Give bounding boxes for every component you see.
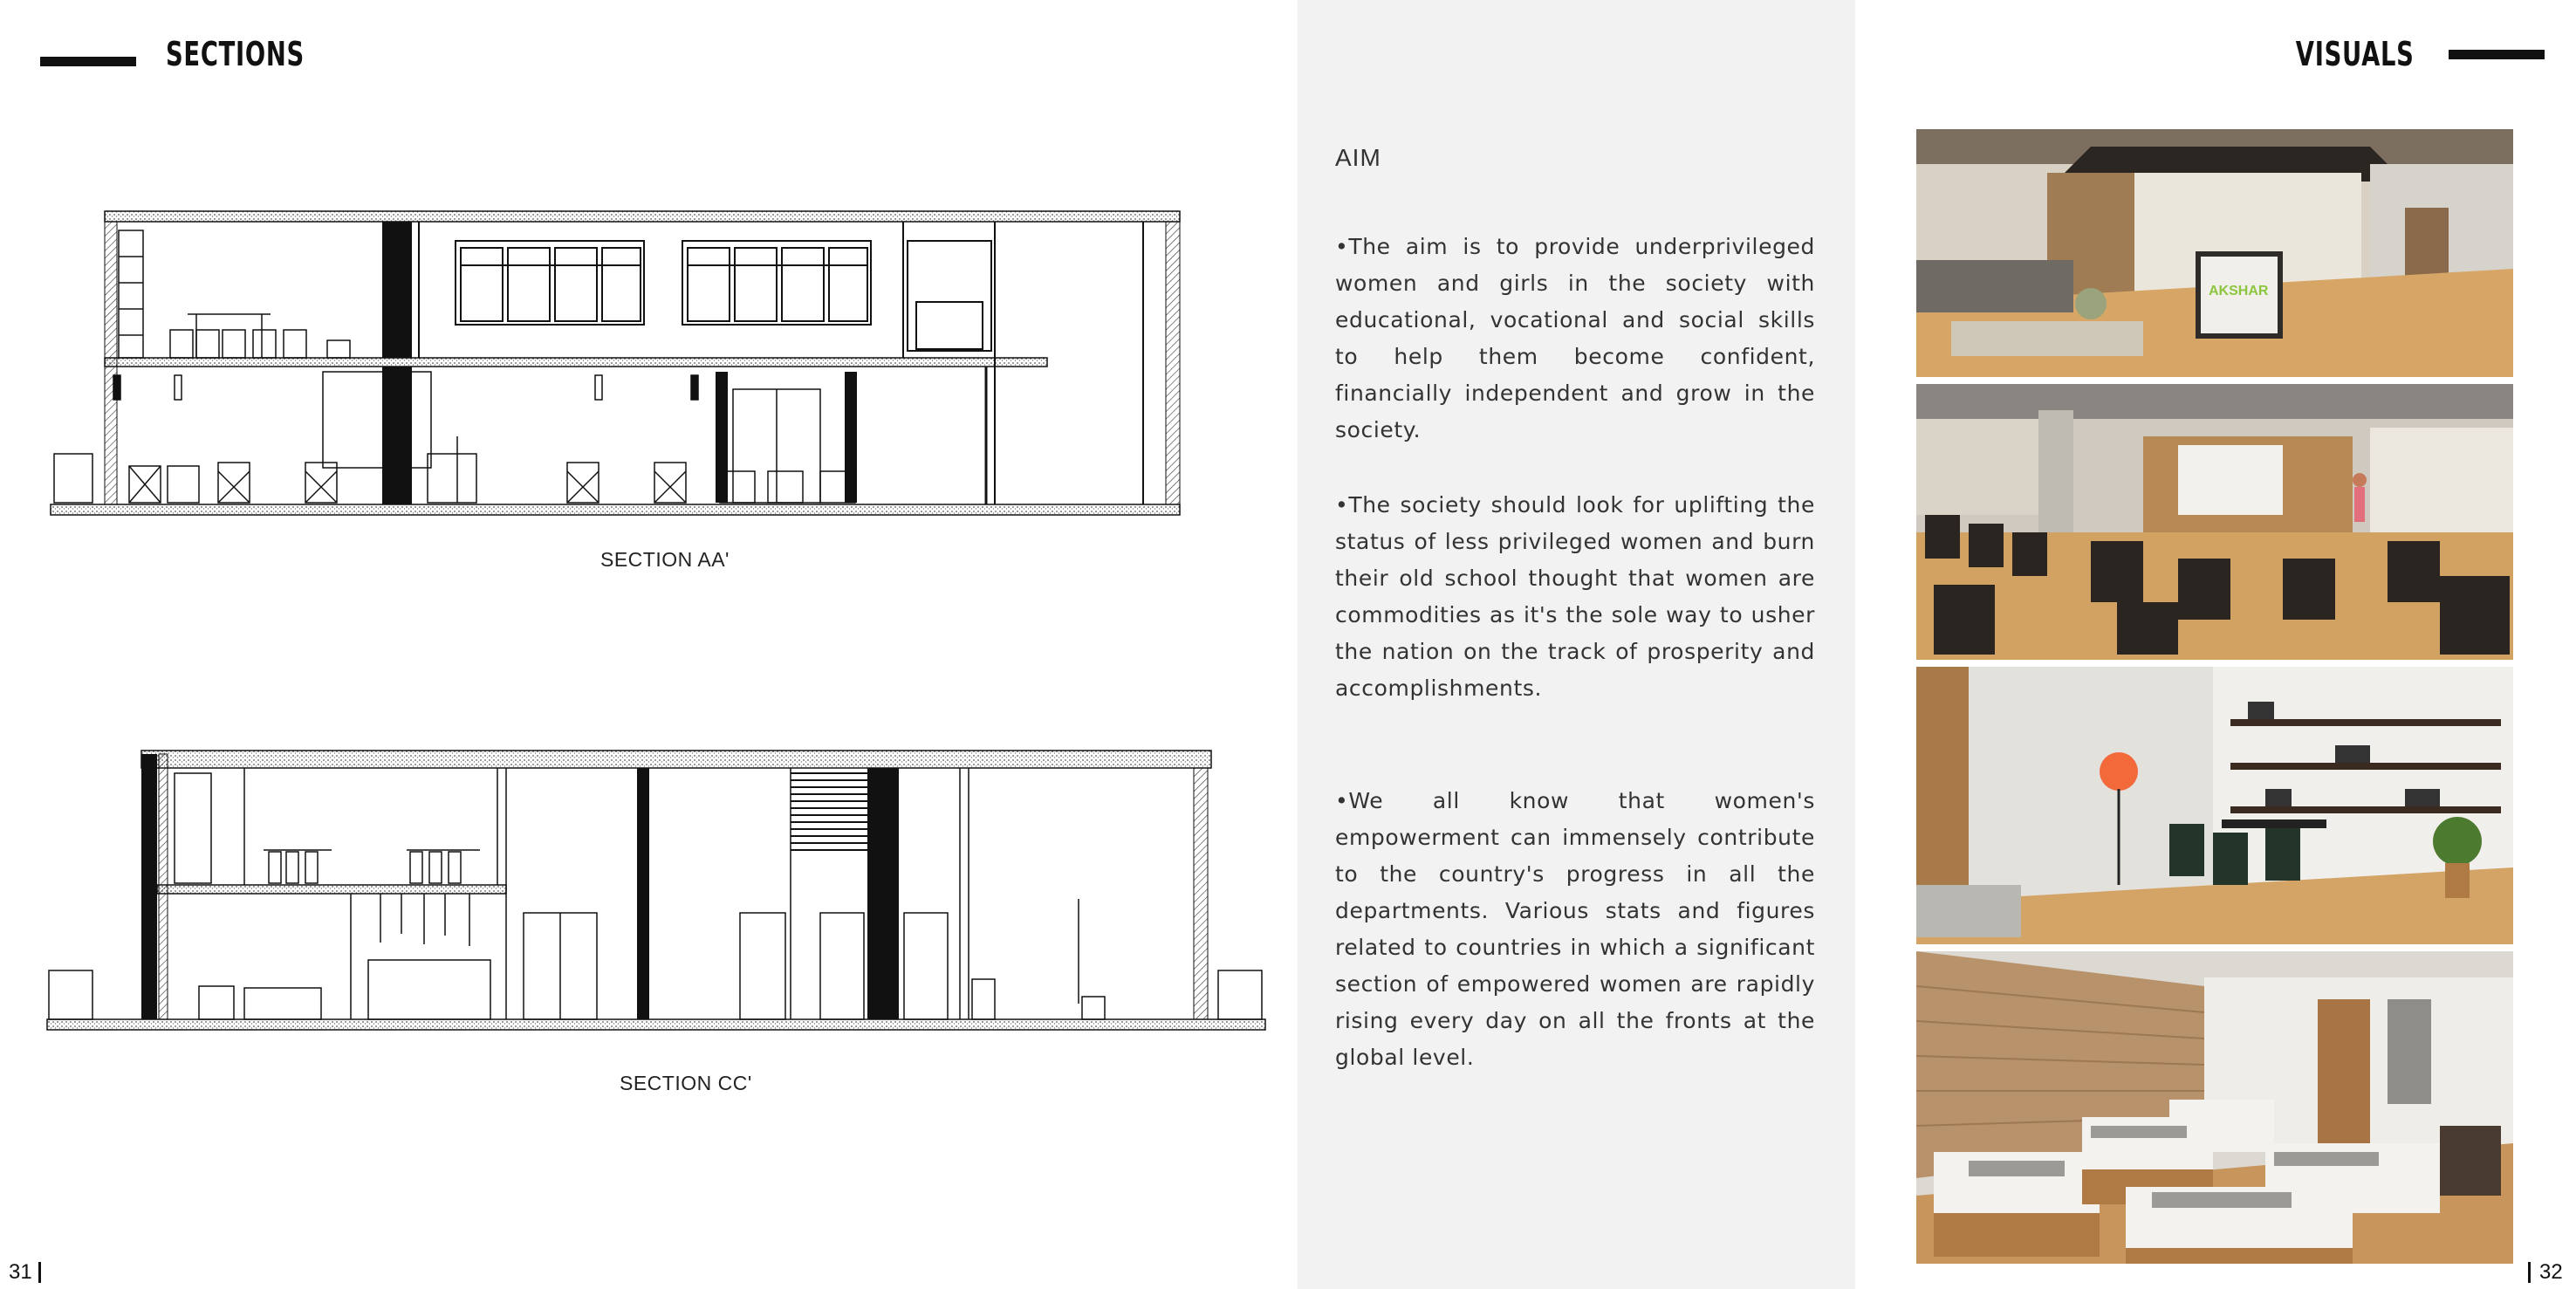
bedroom-render	[1916, 951, 2513, 1264]
reception-render	[1916, 129, 2513, 377]
aim-paragraph-3: •We all know that women's empowerment can immensely contribute to the country's progress in all the departments. Various stats and figures related to countries in which a significant section of empowered women are rapidly rising every day on all the fronts at the global level.	[1335, 788, 1815, 1070]
left-page-number-bar	[38, 1262, 41, 1283]
aim-paragraph-2: •The society should look for uplifting the status of less privileged women and burn their old school thought that women are commodities as it's the sole way to usher the nation on the track of prosperity and accomplishments.	[1335, 492, 1815, 701]
section-cc-caption: SECTION CC'	[620, 1072, 752, 1094]
left-page-number: 31	[9, 1260, 32, 1284]
reception-sign-text: AKSHAR	[2209, 284, 2269, 298]
aim-paragraph-1: •The aim is to provide underprivileged women and girls in the society with educational, vocational and social skills to help them become confident, financially independent and grow in the society.	[1335, 234, 1815, 442]
right-page-number: 32	[2539, 1260, 2563, 1284]
sections-heading-bar	[40, 57, 136, 66]
visuals-heading: VISUALS	[2296, 35, 2415, 73]
classroom-render	[1916, 384, 2513, 660]
right-page-number-bar	[2528, 1262, 2531, 1283]
lounge-render	[1916, 667, 2513, 944]
aim-title: AIM	[1335, 144, 1381, 171]
section-cc-drawing	[44, 742, 1274, 1039]
section-aa-drawing	[44, 201, 1196, 524]
section-aa-caption: SECTION AA'	[600, 548, 730, 571]
visuals-heading-bar	[2449, 50, 2545, 59]
sections-heading: SECTIONS	[166, 35, 305, 73]
